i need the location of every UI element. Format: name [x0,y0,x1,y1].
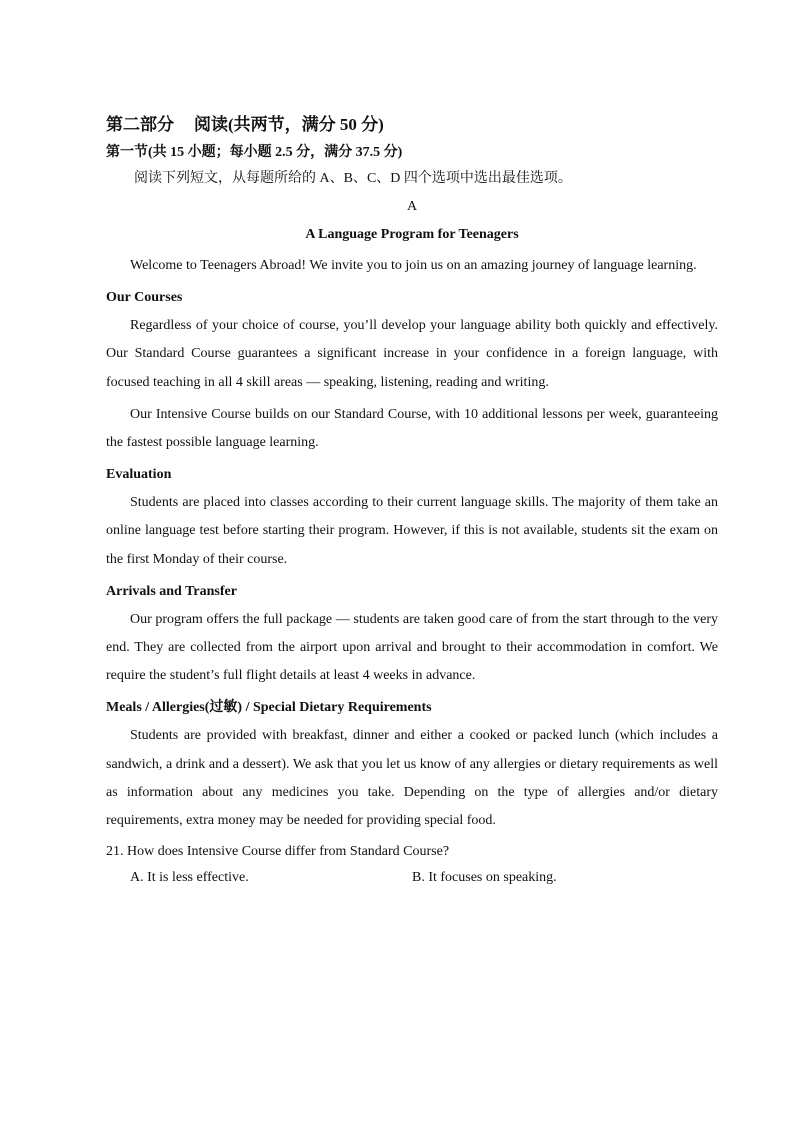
section-heading-arrivals: Arrivals and Transfer [106,583,237,599]
part-title: 第二部分 [106,115,174,134]
paragraph: Students are placed into classes according to their current language skills. The majority of them take an online language test before starting their program. However, if this is not available, students sit the exam on the first Monday of their course. [106,495,718,567]
passage-title: A Language Program for Teenagers [305,227,519,242]
answer-options [106,865,718,891]
question-21: 21. How does Intensive Course differ from Standard Course? [106,844,450,860]
section-title: 第一节(共 15 小题；每小题 2.5 分，满分 37.5 分) [106,145,403,160]
intro-paragraph: Welcome to Teenagers Abroad! We invite you to join us on an amazing journey of language learning. [130,258,697,273]
paragraph: Our program offers the full package — students are taken good care of from the start through to the very end. They are collected from the airport upon arrival and brought to their accommodation in comfort. We require the student’s full flight details at least 4 weeks in advance. [106,611,718,684]
part-heading [106,112,718,138]
section-heading-evaluation: Evaluation [106,467,172,483]
instructions: 阅读下列短文，从每题所给的 A、B、C、D 四个选项中选出最佳选项。 [134,171,572,186]
option-b: B. It focuses on speaking. [412,870,557,886]
paragraph: Regardless of your choice of course, you’ll develop your language ability both quickly and effectively. Our Standard Course guarantees a significant increase in your confidence in a foreign language, with focused teaching in all 4 skill areas — speaking, listening, reading and writing. [106,318,718,390]
section-heading-courses: Our Courses [106,290,183,306]
part-subtitle: 阅读(共两节，满分 50 分) [194,115,384,134]
option-a: A. It is less effective. [130,870,249,886]
section-heading-meals: Meals / Allergies(过敏) / Special Dietary Requirements [106,700,432,716]
exam-page [106,112,718,891]
paragraph: Our Intensive Course builds on our Standard Course, with 10 additional lessons per week, guaranteeing the fastest possible language learning. [106,406,718,451]
paragraph: Students are provided with breakfast, dinner and either a cooked or packed lunch (which includes a sandwich, a drink and a dessert). We ask that you let us know of any allergies or dietary requirements as well as information about any medicines you take. Depending on the type of allergies and/or dietary requirements, extra money may be needed for providing special food. [106,728,718,829]
passage-label: A [406,199,418,214]
